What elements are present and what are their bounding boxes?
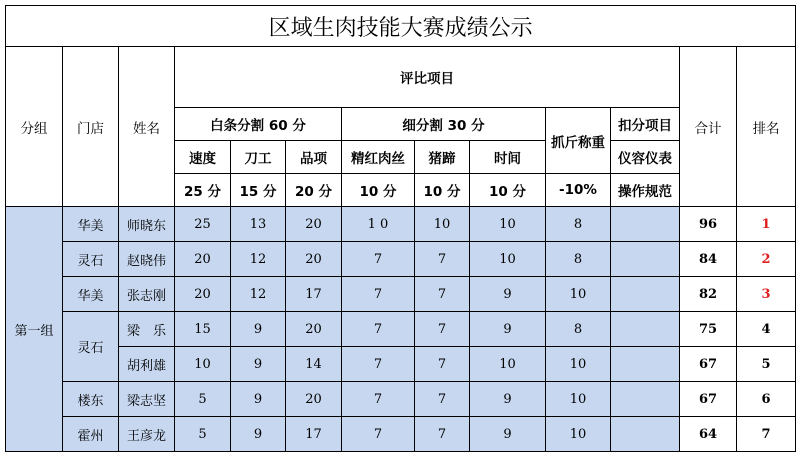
header-knife-points: 15 分 bbox=[231, 174, 286, 207]
header-lean-points: 10 分 bbox=[342, 174, 415, 207]
header-trotter-points: 10 分 bbox=[415, 174, 470, 207]
quality-cell: 20 bbox=[286, 207, 342, 242]
store-cell: 灵石 bbox=[63, 242, 119, 277]
name-cell: 王彦龙 bbox=[119, 417, 175, 452]
quality-cell: 20 bbox=[286, 382, 342, 417]
header-speed: 速度 bbox=[175, 141, 231, 174]
weigh-cell: 8 bbox=[546, 312, 611, 347]
knife-cell: 9 bbox=[231, 312, 286, 347]
header-lean-shred: 精红肉丝 bbox=[342, 141, 415, 174]
header-white-cut: 白条分割 60 分 bbox=[175, 108, 342, 141]
name-cell: 胡利雄 bbox=[119, 347, 175, 382]
trotter-cell: 7 bbox=[415, 277, 470, 312]
total-cell: 84 bbox=[680, 242, 737, 277]
rank-cell: 5 bbox=[737, 347, 796, 382]
total-cell: 67 bbox=[680, 347, 737, 382]
header-quality: 品项 bbox=[286, 141, 342, 174]
table-row bbox=[6, 207, 796, 242]
speed-cell: 5 bbox=[175, 382, 231, 417]
header-time: 时间 bbox=[470, 141, 546, 174]
lean-cell: 7 bbox=[342, 312, 415, 347]
header-fine-cut: 细分割 30 分 bbox=[342, 108, 546, 141]
time-cell: 9 bbox=[470, 382, 546, 417]
rank-cell: 2 bbox=[737, 242, 796, 277]
speed-cell: 10 bbox=[175, 347, 231, 382]
header-evaluation: 评比项目 bbox=[175, 47, 680, 108]
speed-cell: 20 bbox=[175, 242, 231, 277]
header-name: 姓名 bbox=[119, 47, 175, 207]
deduct-cell bbox=[611, 277, 680, 312]
knife-cell: 13 bbox=[231, 207, 286, 242]
time-cell: 10 bbox=[470, 207, 546, 242]
header-appearance: 仪容仪表 bbox=[611, 141, 680, 174]
store-cell: 霍州 bbox=[63, 417, 119, 452]
quality-cell: 20 bbox=[286, 312, 342, 347]
weigh-cell: 10 bbox=[546, 277, 611, 312]
name-cell: 梁 乐 bbox=[119, 312, 175, 347]
header-weigh: 抓斤称重 bbox=[546, 108, 611, 174]
lean-cell: 7 bbox=[342, 277, 415, 312]
time-cell: 9 bbox=[470, 277, 546, 312]
table-title: 区域生肉技能大赛成绩公示 bbox=[6, 6, 796, 47]
speed-cell: 25 bbox=[175, 207, 231, 242]
deduct-cell bbox=[611, 207, 680, 242]
deduct-cell bbox=[611, 382, 680, 417]
quality-cell: 17 bbox=[286, 277, 342, 312]
knife-cell: 9 bbox=[231, 417, 286, 452]
name-cell: 师晓东 bbox=[119, 207, 175, 242]
time-cell: 10 bbox=[470, 242, 546, 277]
total-cell: 64 bbox=[680, 417, 737, 452]
table-row bbox=[6, 242, 796, 277]
quality-cell: 17 bbox=[286, 417, 342, 452]
time-cell: 9 bbox=[470, 417, 546, 452]
store-cell: 华美 bbox=[63, 277, 119, 312]
header-store: 门店 bbox=[63, 47, 119, 207]
name-cell: 梁志坚 bbox=[119, 382, 175, 417]
table-row bbox=[6, 277, 796, 312]
table-row bbox=[6, 382, 796, 417]
rank-cell: 1 bbox=[737, 207, 796, 242]
table-row bbox=[6, 417, 796, 452]
trotter-cell: 10 bbox=[415, 207, 470, 242]
name-cell: 赵晓伟 bbox=[119, 242, 175, 277]
speed-cell: 15 bbox=[175, 312, 231, 347]
deduct-cell bbox=[611, 242, 680, 277]
header-trotter: 猪蹄 bbox=[415, 141, 470, 174]
header-knife: 刀工 bbox=[231, 141, 286, 174]
table-row bbox=[6, 312, 796, 347]
rank-cell: 6 bbox=[737, 382, 796, 417]
store-cell: 灵石 bbox=[63, 312, 119, 382]
knife-cell: 9 bbox=[231, 382, 286, 417]
score-table bbox=[5, 5, 796, 452]
header-weigh-points: -10% bbox=[546, 174, 611, 207]
store-cell: 华美 bbox=[63, 207, 119, 242]
header-total: 合计 bbox=[680, 47, 737, 207]
header-group: 分组 bbox=[6, 47, 63, 207]
header-time-points: 10 分 bbox=[470, 174, 546, 207]
header-quality-points: 20 分 bbox=[286, 174, 342, 207]
weigh-cell: 10 bbox=[546, 382, 611, 417]
lean-cell: 7 bbox=[342, 347, 415, 382]
store-cell: 楼东 bbox=[63, 382, 119, 417]
trotter-cell: 7 bbox=[415, 312, 470, 347]
header-deduct: 扣分项目 bbox=[611, 108, 680, 141]
trotter-cell: 7 bbox=[415, 417, 470, 452]
weigh-cell: 10 bbox=[546, 347, 611, 382]
trotter-cell: 7 bbox=[415, 242, 470, 277]
header-speed-points: 25 分 bbox=[175, 174, 231, 207]
total-cell: 96 bbox=[680, 207, 737, 242]
speed-cell: 5 bbox=[175, 417, 231, 452]
quality-cell: 20 bbox=[286, 242, 342, 277]
quality-cell: 14 bbox=[286, 347, 342, 382]
weigh-cell: 8 bbox=[546, 207, 611, 242]
name-cell: 张志刚 bbox=[119, 277, 175, 312]
header-operation: 操作规范 bbox=[611, 174, 680, 207]
lean-cell: 1 0 bbox=[342, 207, 415, 242]
time-cell: 9 bbox=[470, 312, 546, 347]
time-cell: 10 bbox=[470, 347, 546, 382]
total-cell: 67 bbox=[680, 382, 737, 417]
lean-cell: 7 bbox=[342, 242, 415, 277]
deduct-cell bbox=[611, 417, 680, 452]
total-cell: 75 bbox=[680, 312, 737, 347]
speed-cell: 20 bbox=[175, 277, 231, 312]
rank-cell: 7 bbox=[737, 417, 796, 452]
total-cell: 82 bbox=[680, 277, 737, 312]
deduct-cell bbox=[611, 312, 680, 347]
table-row bbox=[6, 347, 796, 382]
knife-cell: 12 bbox=[231, 242, 286, 277]
lean-cell: 7 bbox=[342, 382, 415, 417]
trotter-cell: 7 bbox=[415, 382, 470, 417]
weigh-cell: 8 bbox=[546, 242, 611, 277]
rank-cell: 4 bbox=[737, 312, 796, 347]
knife-cell: 12 bbox=[231, 277, 286, 312]
lean-cell: 7 bbox=[342, 417, 415, 452]
trotter-cell: 7 bbox=[415, 347, 470, 382]
group-cell: 第一组 bbox=[6, 207, 63, 452]
header-rank: 排名 bbox=[737, 47, 796, 207]
rank-cell: 3 bbox=[737, 277, 796, 312]
knife-cell: 9 bbox=[231, 347, 286, 382]
weigh-cell: 10 bbox=[546, 417, 611, 452]
deduct-cell bbox=[611, 347, 680, 382]
